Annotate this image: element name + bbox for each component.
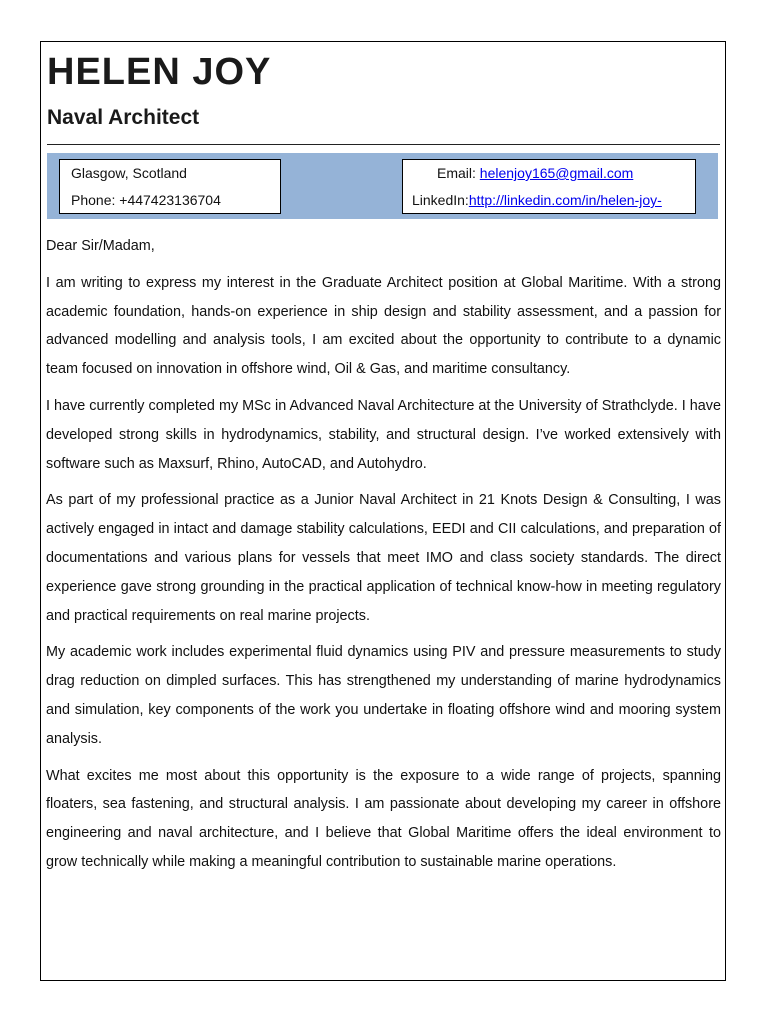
- applicant-name: HELEN JOY: [47, 51, 272, 93]
- paragraph-motivation: What excites me most about this opportunity is the exposure to a wide range of projects, spanning floaters, sea fastening, and structural analysis. I am passionate about developing my career in offshore engineering and naval architecture, and I believe that Global Maritime offers the ideal environment to grow technically while making a meaningful contribution to sustainable marine operations.: [46, 767, 721, 870]
- email-row: [412, 160, 695, 187]
- location-text: Glasgow, Scotland: [71, 165, 187, 181]
- paragraph-research: My academic work includes experimental fluid dynamics using PIV and pressure measurements to study drag reduction on dimpled surfaces. This has strengthened my understanding of marine hydrodynamics and simulation, key components of the work you undertake in floating offshore wind and mooring system analysis.: [46, 644, 721, 747]
- linkedin-link[interactable]: http://linkedin.com/in/helen-joy-: [468, 192, 662, 208]
- linkedin-label: LinkedIn:: [412, 192, 469, 208]
- job-title: Naval Architect: [47, 106, 200, 129]
- salutation: Dear Sir/Madam,: [46, 238, 155, 254]
- letter-body: [46, 232, 721, 885]
- contact-address-box: [59, 159, 281, 214]
- paragraph-education: I have currently completed my MSc in Advanced Naval Architecture at the University of Strathclyde. I have developed strong skills in hydrodynamics, stability, and structural design. I’ve worked extensively with software such as Maxsurf, Rhino, AutoCAD, and Autohydro.: [46, 397, 721, 472]
- email-label: Email:: [437, 165, 480, 181]
- paragraph-interest: I am writing to express my interest in the Graduate Architect position at Global Maritime. With a strong academic foundation, hands-on experience in ship design and stability assessment, and a passion for advanced modelling and analysis tools, I am excited about the opportunity to contribute to a dynamic team focused on innovation in offshore wind, Oil & Gas, and maritime consultancy.: [46, 274, 721, 378]
- contact-online-box: [402, 159, 696, 214]
- header-divider: [47, 144, 720, 145]
- paragraph-experience: As part of my professional practice as a Junior Naval Architect in 21 Knots Design & Consulting, I was actively engaged in intact and damage stability calculations, EEDI and CII calculations, and preparation of documentations and various plans for vessels that meet IMO and class society standards. The direct experience gave strong grounding in the practical application of technical know-how in meeting regulatory and practical requirements on real marine projects.: [46, 492, 721, 624]
- phone-text: Phone: +447423136704: [71, 192, 221, 208]
- email-link[interactable]: helenjoy165@gmail.com: [479, 165, 634, 181]
- linkedin-row: [412, 187, 695, 214]
